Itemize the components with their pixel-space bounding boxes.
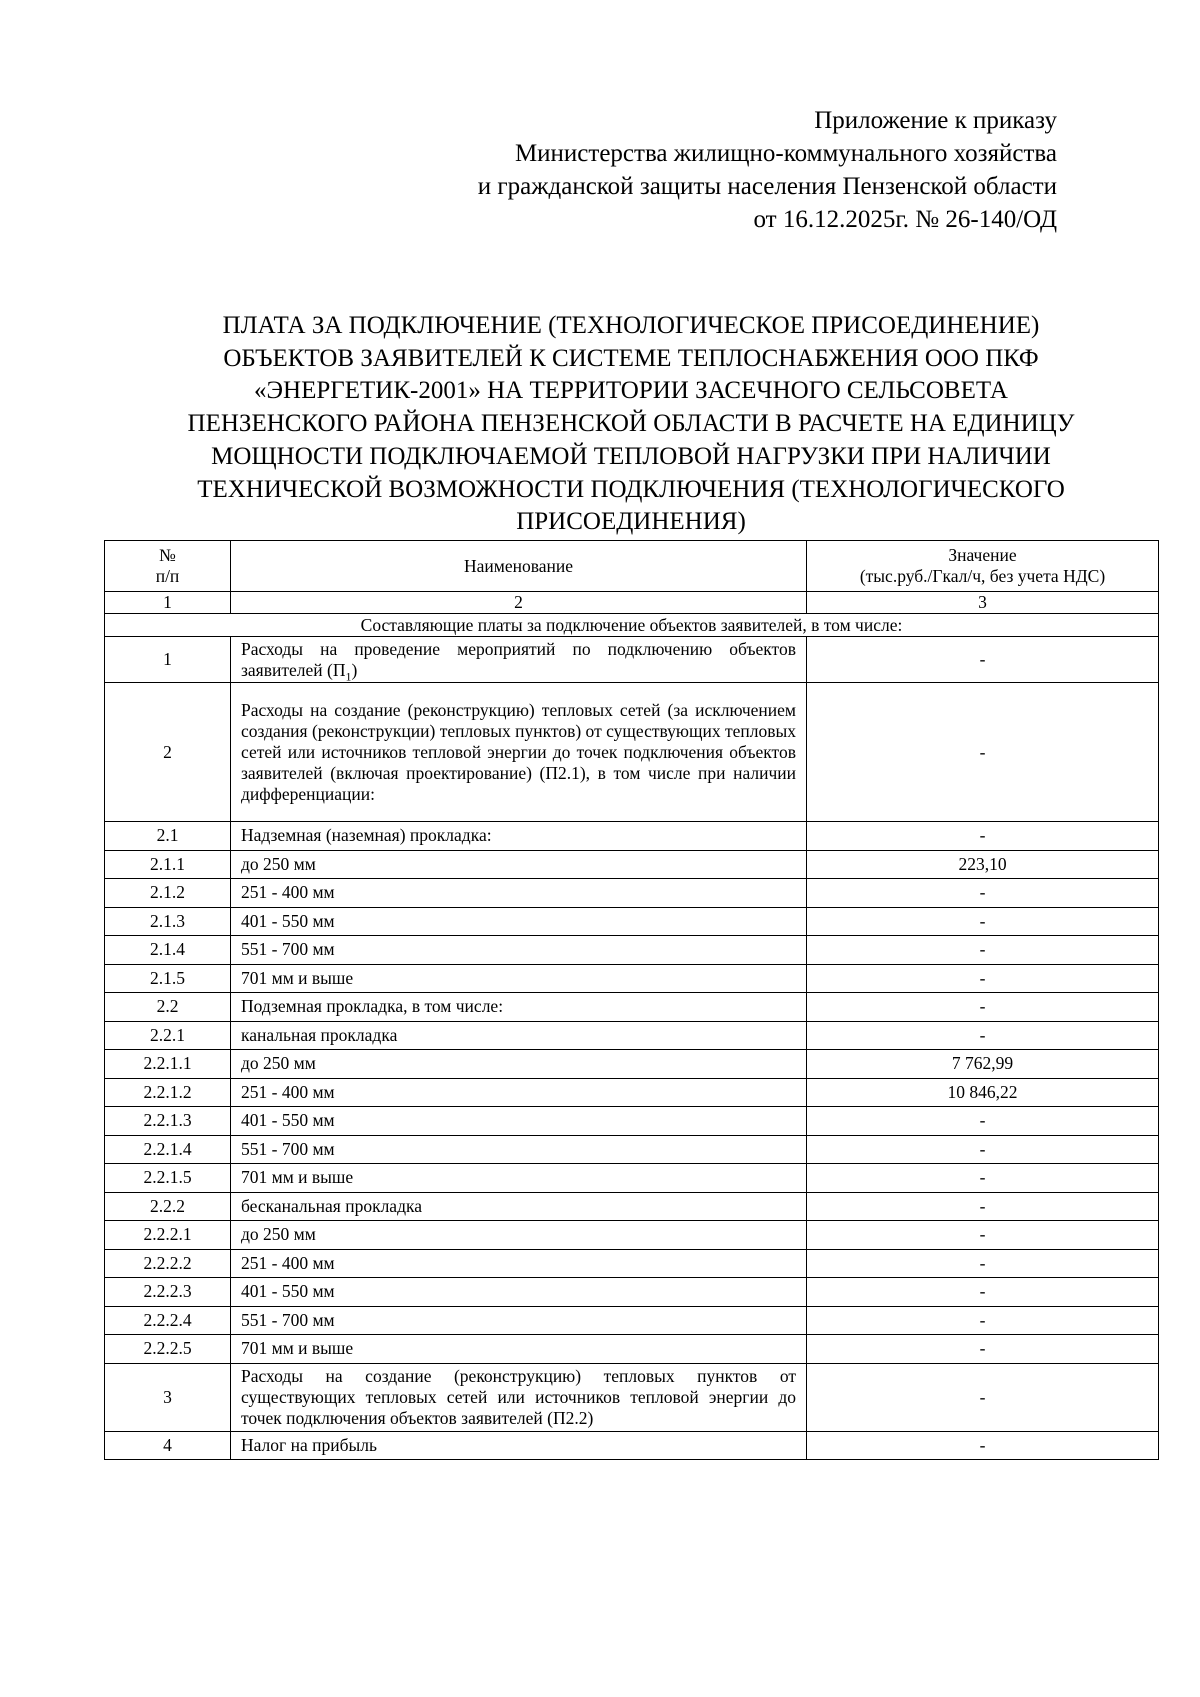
- row-number: 2.1.1: [105, 850, 231, 879]
- row-name: [231, 637, 807, 683]
- row-number: 2.2.2.4: [105, 1306, 231, 1335]
- row-value: 223,10: [807, 850, 1159, 879]
- title-line: ТЕХНИЧЕСКОЙ ВОЗМОЖНОСТИ ПОДКЛЮЧЕНИЯ (ТЕХНОЛОГИЧЕСКОГО: [197, 475, 1065, 503]
- table-row: [105, 1192, 1159, 1221]
- table-row: [105, 1306, 1159, 1335]
- appendix-header: [478, 104, 1057, 236]
- title-line: МОЩНОСТИ ПОДКЛЮЧАЕМОЙ ТЕПЛОВОЙ НАГРУЗКИ ПРИ НАЛИЧИИ: [211, 442, 1051, 470]
- row-number: 1: [105, 637, 231, 683]
- header-number-symbol: №: [159, 545, 176, 565]
- table-row: [105, 1050, 1159, 1079]
- table-row: [105, 1107, 1159, 1136]
- row-name: канальная прокладка: [231, 1021, 807, 1050]
- row-name-closing: ): [351, 659, 358, 680]
- column-number: 2: [231, 592, 807, 614]
- row-value: -: [807, 1249, 1159, 1278]
- row-name: бесканальная прокладка: [231, 1192, 807, 1221]
- row-number: 2.1.5: [105, 964, 231, 993]
- appendix-line: Приложение к приказу: [814, 107, 1057, 134]
- row-number: 2.2.2.5: [105, 1335, 231, 1364]
- row-name: Расходы на создание (реконструкцию) тепловых сетей (за исключением создания (реконструкции) тепловых пунктов) от существующих тепловых сетей или источников тепловой энергии до точек подключения объектов заявителей (включая проектирование) (П2.1), в том числе при наличии дифференциации:: [231, 683, 807, 822]
- row-name: 401 - 550 мм: [231, 1278, 807, 1307]
- row-value: -: [807, 879, 1159, 908]
- row-value: -: [807, 993, 1159, 1022]
- row-name: 701 мм и выше: [231, 1335, 807, 1364]
- row-value: -: [807, 1221, 1159, 1250]
- row-value: -: [807, 1164, 1159, 1193]
- table-row: [105, 1431, 1159, 1460]
- header-value-unit: (тыс.руб./Гкал/ч, без учета НДС): [859, 566, 1106, 586]
- row-number: 4: [105, 1431, 231, 1460]
- section-row: [105, 614, 1159, 637]
- row-name: 701 мм и выше: [231, 1164, 807, 1193]
- row-number: 2.2: [105, 993, 231, 1022]
- title-line: «ЭНЕРГЕТИК-2001» НА ТЕРРИТОРИИ ЗАСЕЧНОГО СЕЛЬСОВЕТА: [254, 377, 1008, 405]
- row-number: 2.1: [105, 822, 231, 851]
- row-value: -: [807, 964, 1159, 993]
- table-row: [105, 1021, 1159, 1050]
- appendix-order-date: от 16.12.2025г. № 26-140/ОД: [753, 206, 1057, 233]
- table-body: [105, 541, 1159, 1460]
- row-number: 2.1.3: [105, 907, 231, 936]
- row-value: -: [807, 936, 1159, 965]
- table-row: [105, 1164, 1159, 1193]
- fee-table: [104, 540, 1159, 1460]
- row-number: 2.2.1.4: [105, 1135, 231, 1164]
- row-value: -: [807, 1135, 1159, 1164]
- table-header-row: [105, 541, 1159, 592]
- table-row: [105, 936, 1159, 965]
- title-line: ОБЪЕКТОВ ЗАЯВИТЕЛЕЙ К СИСТЕМЕ ТЕПЛОСНАБЖЕНИЯ ООО ПКФ: [223, 344, 1039, 372]
- column-number: 3: [807, 592, 1159, 614]
- document-title: [104, 310, 1158, 539]
- row-name: 251 - 400 мм: [231, 1249, 807, 1278]
- row-name: до 250 мм: [231, 850, 807, 879]
- row-number: 2.2.2: [105, 1192, 231, 1221]
- section-heading: Составляющие платы за подключение объектов заявителей, в том числе:: [105, 614, 1159, 637]
- row-value: -: [807, 907, 1159, 936]
- row-name: 251 - 400 мм: [231, 1078, 807, 1107]
- row-value: 7 762,99: [807, 1050, 1159, 1079]
- table-row: [105, 907, 1159, 936]
- table-row: [105, 1078, 1159, 1107]
- table-row: [105, 1249, 1159, 1278]
- row-number: 2.2.1: [105, 1021, 231, 1050]
- row-name-subscript: 1: [345, 669, 352, 683]
- table-row: [105, 964, 1159, 993]
- title-line: ПЕНЗЕНСКОГО РАЙОНА ПЕНЗЕНСКОЙ ОБЛАСТИ В РАСЧЕТЕ НА ЕДИНИЦУ: [187, 410, 1075, 438]
- table-row: [105, 1135, 1159, 1164]
- row-number: 2.2.2.1: [105, 1221, 231, 1250]
- row-name: до 250 мм: [231, 1221, 807, 1250]
- appendix-line: и гражданской защиты населения Пензенской области: [477, 173, 1057, 200]
- header-cell-value: [807, 541, 1159, 592]
- title-line: ПЛАТА ЗА ПОДКЛЮЧЕНИЕ (ТЕХНОЛОГИЧЕСКОЕ ПРИСОЕДИНЕНИЕ): [222, 312, 1040, 339]
- table-row: [105, 683, 1159, 822]
- row-name: 551 - 700 мм: [231, 1306, 807, 1335]
- row-value: -: [807, 1431, 1159, 1460]
- table-row: [105, 1363, 1159, 1431]
- row-name-text: Расходы на проведение мероприятий по подключению объектов заявителей (П: [241, 638, 796, 680]
- row-value: -: [807, 1363, 1159, 1431]
- row-value: -: [807, 1335, 1159, 1364]
- table-row: [105, 1335, 1159, 1364]
- row-value: 10 846,22: [807, 1078, 1159, 1107]
- row-value: -: [807, 1107, 1159, 1136]
- header-number-abbr: п/п: [155, 566, 180, 586]
- column-number-row: [105, 592, 1159, 614]
- row-number: 2.2.1.3: [105, 1107, 231, 1136]
- row-name: 251 - 400 мм: [231, 879, 807, 908]
- row-value: -: [807, 1278, 1159, 1307]
- row-number: 2.1.4: [105, 936, 231, 965]
- row-name: 551 - 700 мм: [231, 1135, 807, 1164]
- row-value: -: [807, 1306, 1159, 1335]
- row-name: 401 - 550 мм: [231, 1107, 807, 1136]
- row-value: -: [807, 637, 1159, 683]
- row-name: Налог на прибыль: [231, 1431, 807, 1460]
- row-value: -: [807, 683, 1159, 822]
- table-row: [105, 1221, 1159, 1250]
- appendix-line: Министерства жилищно-коммунального хозяйства: [514, 140, 1057, 167]
- row-value: -: [807, 822, 1159, 851]
- row-name: 401 - 550 мм: [231, 907, 807, 936]
- row-name: 551 - 700 мм: [231, 936, 807, 965]
- row-number: 2.2.1.1: [105, 1050, 231, 1079]
- row-number: 2: [105, 683, 231, 822]
- header-cell-name: Наименование: [231, 541, 807, 592]
- row-number: 2.2.1.5: [105, 1164, 231, 1193]
- column-number: 1: [105, 592, 231, 614]
- row-number: 2.1.2: [105, 879, 231, 908]
- row-name: до 250 мм: [231, 1050, 807, 1079]
- row-number: 3: [105, 1363, 231, 1431]
- row-name: Расходы на создание (реконструкцию) тепловых пунктов от существующих тепловых сетей или источников тепловой энергии до точек подключения объектов заявителей (П2.2): [231, 1363, 807, 1431]
- row-number: 2.2.1.2: [105, 1078, 231, 1107]
- title-line: ПРИСОЕДИНЕНИЯ): [516, 508, 746, 536]
- table-row: [105, 850, 1159, 879]
- row-number: 2.2.2.3: [105, 1278, 231, 1307]
- row-name: 701 мм и выше: [231, 964, 807, 993]
- table-row: [105, 637, 1159, 683]
- row-value: -: [807, 1021, 1159, 1050]
- header-cell-number: [105, 541, 231, 592]
- table-row: [105, 1278, 1159, 1307]
- table-row: [105, 993, 1159, 1022]
- row-name: Надземная (наземная) прокладка:: [231, 822, 807, 851]
- row-value: -: [807, 1192, 1159, 1221]
- row-name: Подземная прокладка, в том числе:: [231, 993, 807, 1022]
- table-row: [105, 879, 1159, 908]
- row-number: 2.2.2.2: [105, 1249, 231, 1278]
- table-row: [105, 822, 1159, 851]
- header-value-title: Значение: [948, 545, 1017, 565]
